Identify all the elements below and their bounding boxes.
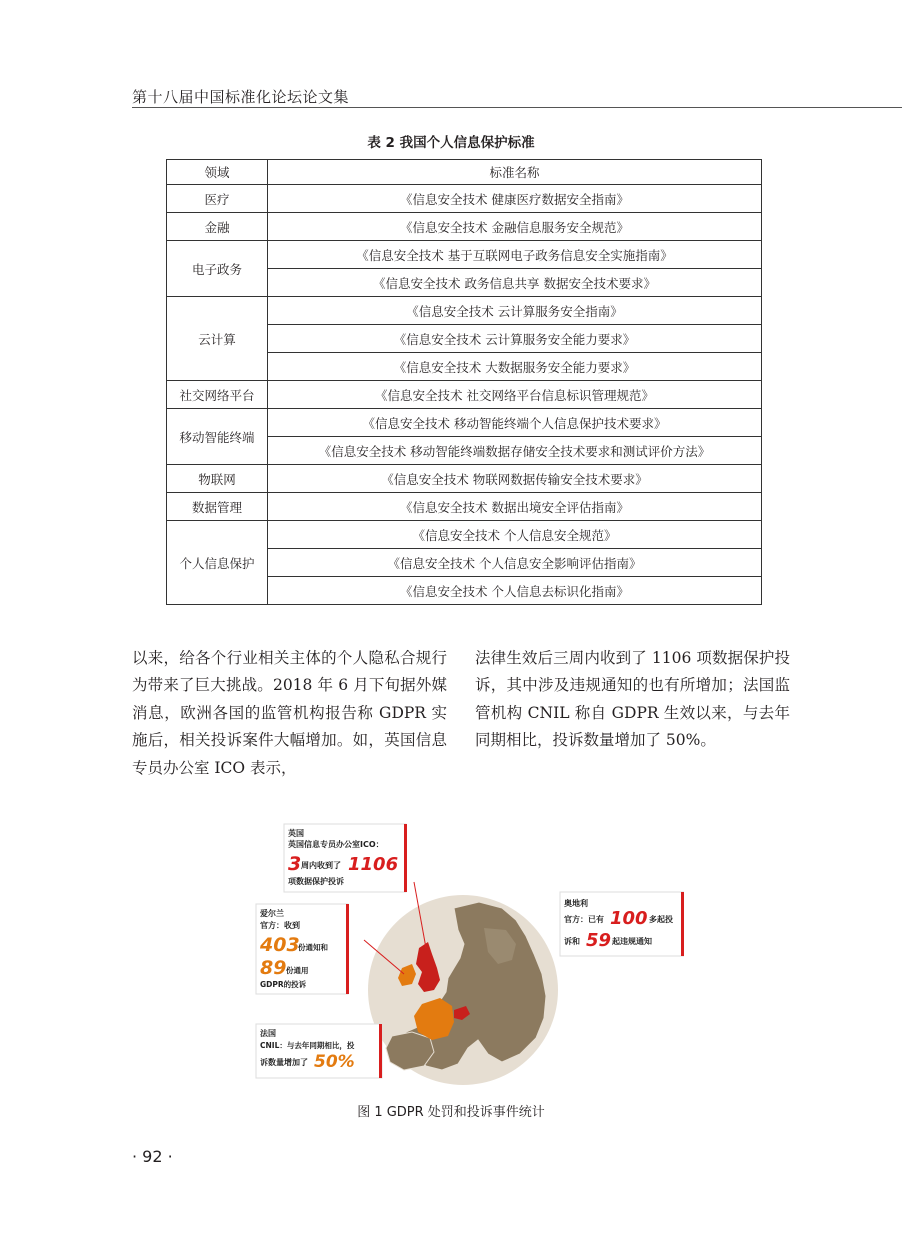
figure-caption: 图 1 GDPR 处罚和投诉事件统计 bbox=[357, 1105, 545, 1120]
standard-cell: 《信息安全技术 个人信息去标识化指南》 bbox=[268, 577, 762, 605]
france-line1: CNIL：与去年同期相比，投 bbox=[260, 1041, 355, 1050]
domain-cell: 社交网络平台 bbox=[167, 381, 268, 409]
standard-cell: 《信息安全技术 政务信息共享 数据安全技术要求》 bbox=[268, 269, 762, 297]
standard-cell: 《信息安全技术 移动智能终端个人信息保护技术要求》 bbox=[268, 409, 762, 437]
table-header-row bbox=[167, 160, 762, 185]
running-header: 第十八届中国标准化论坛论文集 bbox=[132, 88, 350, 106]
uk-num2: 1106 bbox=[348, 854, 399, 875]
table-row bbox=[167, 213, 762, 241]
domain-cell: 物联网 bbox=[167, 465, 268, 493]
standard-cell: 《信息安全技术 数据出境安全评估指南》 bbox=[268, 493, 762, 521]
domain-cell: 个人信息保护 bbox=[167, 521, 268, 605]
standard-cell: 《信息安全技术 移动智能终端数据存储安全技术要求和测试评价方法》 bbox=[268, 437, 762, 465]
domain-cell: 金融 bbox=[167, 213, 268, 241]
header-rule bbox=[132, 107, 902, 108]
ireland-line1: 官方：收到 bbox=[260, 921, 300, 930]
ireland-tail1: 份通用 bbox=[286, 966, 309, 975]
ireland-callout-accent bbox=[346, 904, 349, 994]
table-row bbox=[167, 297, 762, 325]
standard-cell: 《信息安全技术 金融信息服务安全规范》 bbox=[268, 213, 762, 241]
uk-mid: 周内收到了 bbox=[301, 861, 341, 870]
uk-country: 英国 bbox=[288, 829, 304, 838]
france-line2a: 诉数量增加了 bbox=[260, 1058, 308, 1067]
domain-cell: 移动智能终端 bbox=[167, 409, 268, 465]
standards-table bbox=[166, 159, 762, 605]
table-row bbox=[167, 241, 762, 269]
austria-num2: 59 bbox=[586, 930, 612, 951]
uk-agency: 英国信息专员办公室ICO： bbox=[288, 840, 384, 849]
domain-cell: 医疗 bbox=[167, 185, 268, 213]
austria-line1b: 多起投 bbox=[649, 915, 673, 924]
domain-cell: 数据管理 bbox=[167, 493, 268, 521]
austria-line2a: 诉和 bbox=[564, 937, 580, 946]
ireland-country: 爱尔兰 bbox=[260, 909, 284, 918]
table-row bbox=[167, 409, 762, 437]
standard-cell: 《信息安全技术 云计算服务安全能力要求》 bbox=[268, 325, 762, 353]
table-row bbox=[167, 493, 762, 521]
ireland-mid: 份通知和 bbox=[298, 943, 328, 952]
header-standard: 标准名称 bbox=[268, 160, 762, 185]
ireland-tail2: GDPR的投诉 bbox=[260, 980, 307, 989]
standard-cell: 《信息安全技术 社交网络平台信息标识管理规范》 bbox=[268, 381, 762, 409]
gdpr-figure bbox=[254, 818, 684, 1086]
page-number: · 92 · bbox=[132, 1147, 173, 1166]
domain-cell: 云计算 bbox=[167, 297, 268, 381]
uk-num1: 3 bbox=[288, 853, 302, 875]
europe-map-figure bbox=[254, 818, 684, 1086]
body-text-right: 法律生效后三周内收到了 1106 项数据保护投诉，其中涉及违规通知的也有所增加；法国监管机构 CNIL 称自 GDPR 生效以来，与去年同期相比，投诉数量增加了 50%。 bbox=[475, 649, 790, 750]
austria-callout-accent bbox=[681, 892, 684, 956]
standard-cell: 《信息安全技术 健康医疗数据安全指南》 bbox=[268, 185, 762, 213]
ireland-num2: 89 bbox=[260, 957, 287, 979]
standard-cell: 《信息安全技术 大数据服务安全能力要求》 bbox=[268, 353, 762, 381]
domain-cell: 电子政务 bbox=[167, 241, 268, 297]
standard-cell: 《信息安全技术 云计算服务安全指南》 bbox=[268, 297, 762, 325]
austria-country: 奥地利 bbox=[564, 899, 588, 908]
table-row bbox=[167, 521, 762, 549]
standard-cell: 《信息安全技术 个人信息安全规范》 bbox=[268, 521, 762, 549]
header-domain: 领域 bbox=[167, 160, 268, 185]
austria-num1: 100 bbox=[610, 908, 648, 929]
austria-line2b: 起违规通知 bbox=[612, 937, 652, 946]
france-pct: 50% bbox=[314, 1052, 355, 1072]
table-row bbox=[167, 185, 762, 213]
table-row bbox=[167, 465, 762, 493]
standard-cell: 《信息安全技术 物联网数据传输安全技术要求》 bbox=[268, 465, 762, 493]
ireland-num1: 403 bbox=[260, 934, 300, 956]
table-caption: 表 2 我国个人信息保护标准 bbox=[367, 135, 535, 151]
standard-cell: 《信息安全技术 基于互联网电子政务信息安全实施指南》 bbox=[268, 241, 762, 269]
body-text-left: 以来，给各个行业相关主体的个人隐私合规行为带来了巨大挑战。2018 年 6 月下旬据外媒消息，欧洲各国的监管机构报告称 GDPR 实施后，相关投诉案件大幅增加。如，英国信息专员办公室 ICO 表示， bbox=[132, 649, 447, 777]
uk-tail: 项数据保护投诉 bbox=[288, 877, 344, 886]
uk-callout-accent bbox=[404, 824, 407, 892]
austria-line1a: 官方：已有 bbox=[564, 915, 604, 924]
standard-cell: 《信息安全技术 个人信息安全影响评估指南》 bbox=[268, 549, 762, 577]
table-row bbox=[167, 381, 762, 409]
france-country: 法国 bbox=[260, 1029, 276, 1038]
france-callout-accent bbox=[379, 1024, 382, 1078]
